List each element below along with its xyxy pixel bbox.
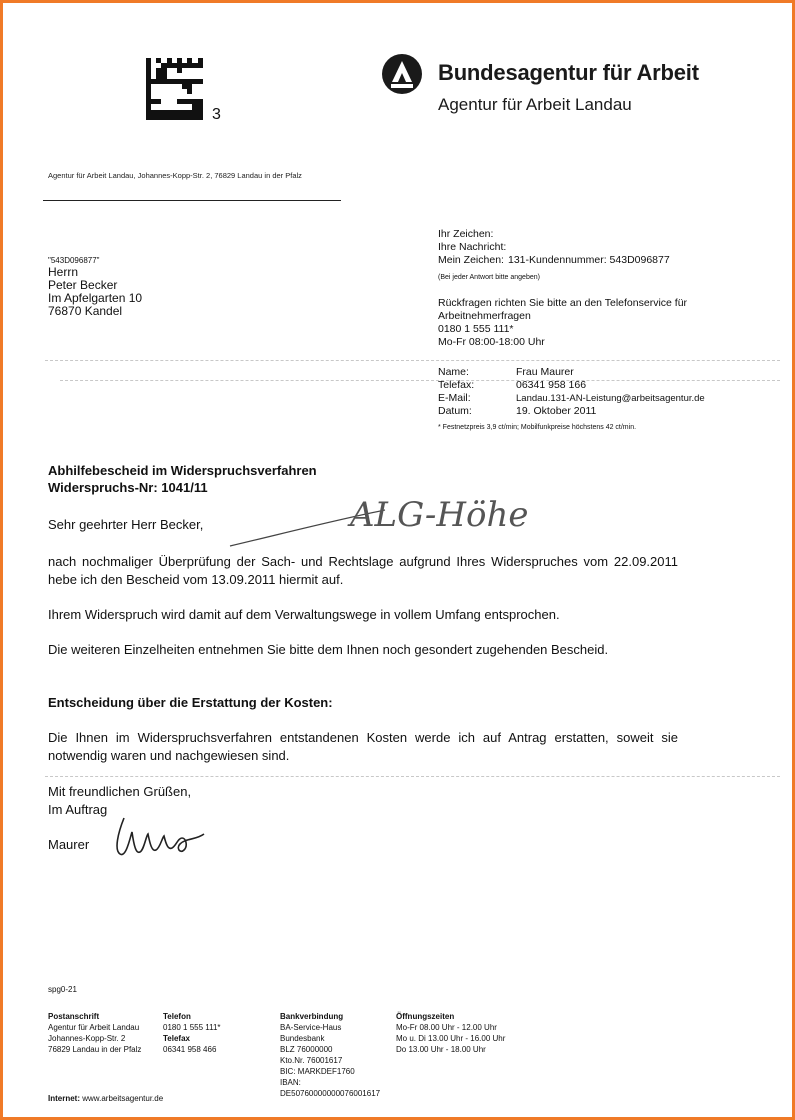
footer-hours-line: Mo u. Di 13.00 Uhr - 16.00 Uhr bbox=[396, 1034, 506, 1043]
recipient-line: 76870 Kandel bbox=[48, 304, 123, 318]
ihr-zeichen: Ihr Zeichen: bbox=[438, 228, 494, 240]
footer-fax-title: Telefax bbox=[163, 1034, 190, 1043]
mein-zeichen-label: Mein Zeichen: bbox=[438, 254, 504, 266]
salutation: Sehr geehrter Herr Becker, bbox=[48, 517, 204, 532]
footer-bank-line: BA-Service-Haus bbox=[280, 1023, 342, 1032]
contact-block bbox=[438, 297, 687, 349]
contact-line: Rückfragen richten Sie bitte an den Telefonservice für bbox=[438, 297, 688, 309]
handwritten-annotation bbox=[225, 478, 615, 548]
footer-fax-value: 06341 958 466 bbox=[163, 1045, 217, 1054]
date-row bbox=[438, 405, 705, 418]
recipient-line: Herrn bbox=[48, 265, 79, 279]
price-footnote: * Festnetzpreis 3,9 ct/min; Mobilfunkpreise höchstens 42 ct/min. bbox=[438, 424, 637, 431]
paragraph-3: Die weiteren Einzelheiten entnehmen Sie bitte dem Ihnen noch gesondert zugehenden Bescheid. bbox=[48, 642, 609, 657]
footer-phone-title: Telefon bbox=[163, 1012, 191, 1021]
recipient-address bbox=[48, 255, 142, 318]
qr-code bbox=[146, 58, 208, 120]
name-row bbox=[438, 366, 705, 379]
reference-note: (Bei jeder Antwort bitte angeben) bbox=[438, 274, 540, 281]
handwritten-signature bbox=[110, 808, 220, 863]
qr-number: 3 bbox=[212, 106, 221, 123]
footer-bank-line: IBAN: bbox=[280, 1078, 301, 1087]
footer-bank-line: Bundesbank bbox=[280, 1034, 325, 1043]
footer-postal-line: 76829 Landau in der Pfalz bbox=[48, 1045, 142, 1054]
footer-hours-title: Öffnungszeiten bbox=[396, 1012, 455, 1021]
agency-logo-icon bbox=[381, 53, 423, 95]
contact-line: Arbeitnehmerfragen bbox=[438, 310, 531, 322]
signer-name: Maurer bbox=[48, 837, 90, 852]
details-block bbox=[438, 366, 705, 418]
internet-label: Internet: bbox=[48, 1094, 80, 1103]
email-label: E-Mail: bbox=[438, 392, 471, 404]
footer-postal-address bbox=[48, 1011, 141, 1055]
subject-number: Widerspruchs-Nr: 1041/11 bbox=[48, 480, 208, 495]
paragraph-2: Ihrem Widerspruch wird damit auf dem Verwaltungswege in vollem Umfang entsprochen. bbox=[48, 607, 560, 622]
footer-bank bbox=[280, 1011, 380, 1099]
footer-bank-line: BLZ 76000000 bbox=[280, 1045, 333, 1054]
reference-block bbox=[438, 228, 670, 267]
paragraph-4: Die Ihnen im Widerspruchsverfahren entstandenen Kosten werde ich auf Antrag erstatten, soweit sie notwendig waren und nachgewiesen sind. bbox=[48, 730, 678, 763]
recipient-line: Peter Becker bbox=[48, 278, 118, 292]
recipient-code: "543D096877" bbox=[48, 256, 100, 265]
subject-line: Abhilfebescheid im Widerspruchsverfahren bbox=[48, 463, 317, 478]
mein-zeichen-value: 131-Kundennummer: 543D096877 bbox=[508, 254, 670, 266]
date-label: Datum: bbox=[438, 405, 472, 417]
mein-zeichen-row bbox=[438, 254, 670, 267]
costs-heading: Entscheidung über die Erstattung der Kosten: bbox=[48, 695, 333, 710]
contact-phone: 0180 1 555 111* bbox=[438, 323, 514, 335]
ihre-nachricht: Ihre Nachricht: bbox=[438, 241, 507, 253]
footer-postal-line: Johannes-Kopp-Str. 2 bbox=[48, 1034, 126, 1043]
scan-line bbox=[45, 360, 780, 361]
return-address-divider bbox=[43, 200, 341, 201]
date-value: 19. Oktober 2011 bbox=[516, 405, 597, 417]
name-label: Name: bbox=[438, 366, 469, 378]
footer-phone bbox=[163, 1011, 221, 1055]
email-value: Landau.131-AN-Leistung@arbeitsagentur.de bbox=[516, 393, 705, 404]
footer-postal-title: Postanschrift bbox=[48, 1012, 100, 1021]
qr-module bbox=[203, 115, 208, 120]
footer-postal-line: Agentur für Arbeit Landau bbox=[48, 1023, 140, 1032]
closing-greeting: Mit freundlichen Grüßen, bbox=[48, 784, 192, 799]
internet-link[interactable]: www.arbeitsagentur.de bbox=[82, 1094, 164, 1103]
footer-bank-line: BIC: MARKDEF1760 bbox=[280, 1067, 355, 1076]
contact-hours: Mo-Fr 08:00-18:00 Uhr bbox=[438, 336, 545, 348]
name-value: Frau Maurer bbox=[516, 366, 574, 378]
scan-line bbox=[45, 776, 780, 777]
agency-name: Bundesagentur für Arbeit bbox=[438, 60, 699, 85]
footer-hours-line: Do 13.00 Uhr - 18.00 Uhr bbox=[396, 1045, 486, 1054]
footer-hours bbox=[396, 1011, 505, 1055]
fax-label: Telefax: bbox=[438, 379, 475, 391]
footer-bank-line: Kto.Nr. 76001617 bbox=[280, 1056, 343, 1065]
paragraph-1: nach nochmaliger Überprüfung der Sach- und Rechtslage aufgrund Ihres Widerspruches vom 22.09.2011 hebe ich den Bescheid vom 13.09.2011 hiermit auf. bbox=[48, 554, 678, 587]
fax-row bbox=[438, 379, 705, 392]
footer-hours-line: Mo-Fr 08.00 Uhr - 12.00 Uhr bbox=[396, 1023, 497, 1032]
handwritten-note-text: ALG-Höhe bbox=[350, 495, 529, 535]
form-code: spg0-21 bbox=[48, 985, 77, 994]
fax-value: 06341 958 166 bbox=[516, 379, 587, 391]
footer-bank-line: DE50760000000076001617 bbox=[280, 1089, 381, 1098]
closing-auftrag: Im Auftrag bbox=[48, 802, 108, 817]
footer-bank-title: Bankverbindung bbox=[280, 1012, 344, 1021]
return-address: Agentur für Arbeit Landau, Johannes-Kopp-Str. 2, 76829 Landau in der Pfalz bbox=[48, 171, 302, 180]
footer-internet bbox=[48, 1094, 163, 1103]
agency-office: Agentur für Arbeit Landau bbox=[438, 95, 632, 114]
recipient-line: Im Apfelgarten 10 bbox=[48, 291, 143, 305]
email-row bbox=[438, 392, 705, 405]
footer-phone-value: 0180 1 555 111* bbox=[163, 1023, 221, 1032]
